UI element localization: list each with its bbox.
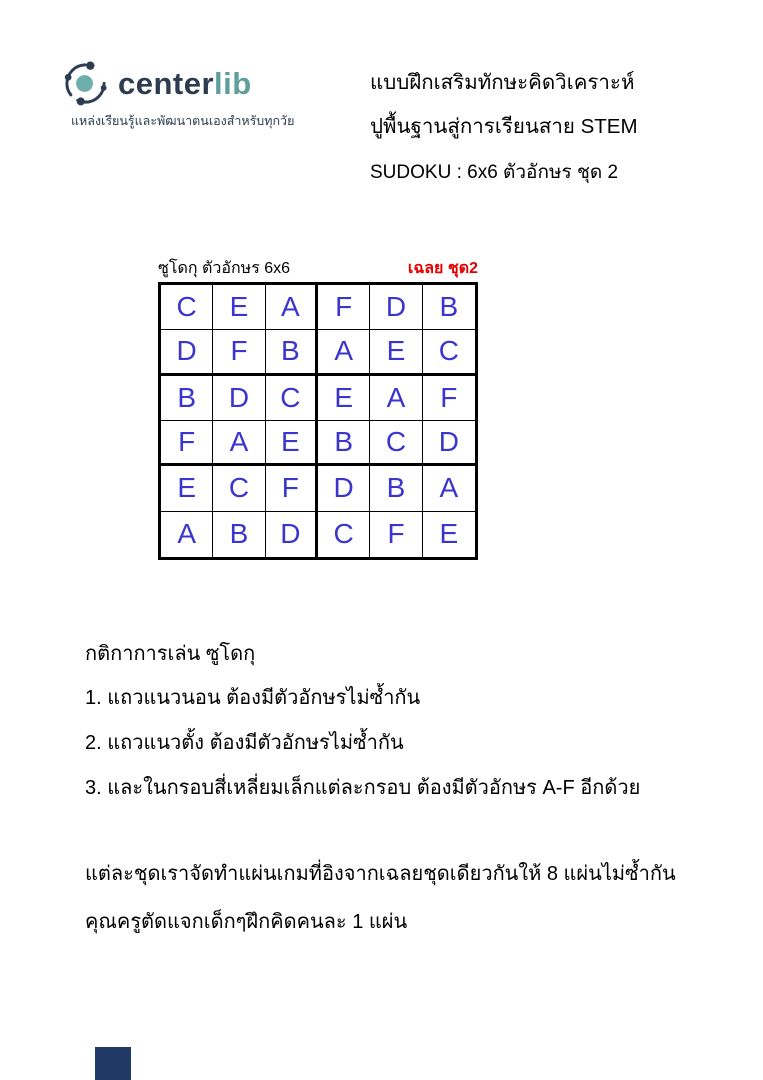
rule-item-1: 1. แถวแนวนอน ต้องมีตัวอักษรไม่ซ้ำกัน bbox=[85, 687, 421, 709]
grid-cell: F bbox=[423, 376, 475, 421]
header-line-3: SUDOKU : 6x6 ตัวอักษร ชุด 2 bbox=[370, 162, 619, 183]
grid-cell: E bbox=[266, 421, 318, 466]
grid-cell: F bbox=[161, 421, 213, 466]
grid-cell: C bbox=[423, 330, 475, 375]
grid-cell: D bbox=[161, 330, 213, 375]
grid-cell: E bbox=[318, 376, 370, 421]
grid-cell: D bbox=[370, 285, 422, 330]
grid-cell: A bbox=[423, 466, 475, 511]
grid-cell: F bbox=[266, 466, 318, 511]
grid-cell: C bbox=[370, 421, 422, 466]
sudoku-grid bbox=[158, 282, 478, 560]
grid-cell: C bbox=[213, 466, 265, 511]
grid-cell: E bbox=[161, 466, 213, 511]
grid-cell: B bbox=[266, 330, 318, 375]
grid-cell: B bbox=[161, 376, 213, 421]
grid-caption: ซูโดกุ ตัวอักษร 6x6 bbox=[158, 260, 291, 277]
grid-cell: B bbox=[318, 421, 370, 466]
grid-cell: F bbox=[318, 285, 370, 330]
grid-cell: A bbox=[161, 512, 213, 557]
grid-cell: F bbox=[370, 512, 422, 557]
rule-item-2: 2. แถวแนวตั้ง ต้องมีตัวอักษรไม่ซ้ำกัน bbox=[85, 732, 404, 754]
grid-cell: C bbox=[266, 376, 318, 421]
grid-cell: D bbox=[423, 421, 475, 466]
brand-tagline: แหล่งเรียนรู้และพัฒนาตนเองสำหรับทุกวัย bbox=[71, 114, 295, 128]
grid-cell: B bbox=[423, 285, 475, 330]
grid-cell: B bbox=[370, 466, 422, 511]
grid-cell: B bbox=[213, 512, 265, 557]
grid-cell: A bbox=[370, 376, 422, 421]
grid-cell: A bbox=[213, 421, 265, 466]
brand-wordmark bbox=[118, 66, 252, 102]
rules-title: กติกาการเล่น ซูโดกุ bbox=[85, 643, 256, 665]
grid-caption-row bbox=[158, 256, 478, 281]
grid-cell: C bbox=[161, 285, 213, 330]
grid-cell: C bbox=[318, 512, 370, 557]
grid-cell: D bbox=[213, 376, 265, 421]
grid-cell: D bbox=[266, 512, 318, 557]
logo bbox=[62, 60, 294, 131]
centerlib-orbit-icon bbox=[62, 60, 109, 107]
grid-cell: F bbox=[213, 330, 265, 375]
rule-item-3: 3. และในกรอบสี่เหลี่ยมเล็กแต่ละกรอบ ต้องมีตัวอักษร A-F อีกด้วย bbox=[85, 777, 641, 799]
grid-cell: E bbox=[439, 518, 459, 550]
grid-cell: D bbox=[318, 466, 370, 511]
header-line-2: ปูพื้นฐานสู่การเรียนสาย STEM bbox=[370, 115, 638, 138]
answer-set-label: เฉลย ชุด2 bbox=[407, 260, 478, 277]
note-line-2: คุณครูตัดแจกเด็กๆฝึกคิดคนละ 1 แผ่น bbox=[85, 911, 408, 933]
brand-lib: lib bbox=[214, 65, 252, 101]
grid-cell: A bbox=[318, 330, 370, 375]
grid-cell: E bbox=[370, 330, 422, 375]
brand-center: center bbox=[118, 65, 215, 101]
grid-cell: A bbox=[266, 285, 318, 330]
note-line-1: แต่ละชุดเราจัดทำแผ่นเกมที่อิงจากเฉลยชุดเดียวกันให้ 8 แผ่นไม่ซ้ำกัน bbox=[85, 863, 676, 885]
grid-cell: E bbox=[213, 285, 265, 330]
header-line-1: แบบฝึกเสริมทักษะคิดวิเคราะห์ bbox=[370, 71, 635, 94]
footer-mark bbox=[95, 1047, 131, 1080]
